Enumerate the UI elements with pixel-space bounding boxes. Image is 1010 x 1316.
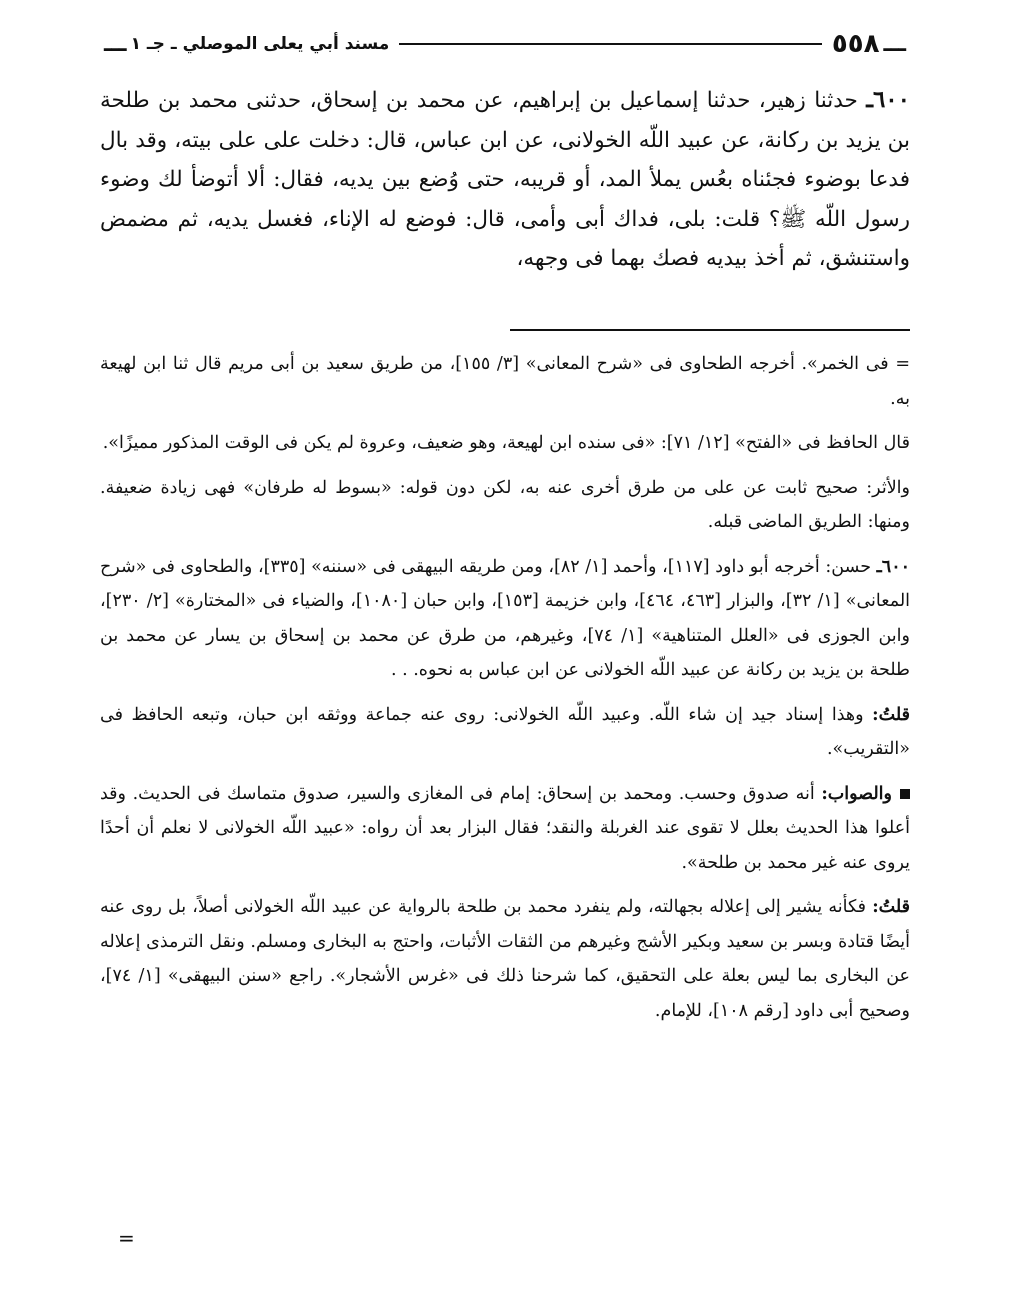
- footnote-text: والأثر: صحيح ثابت عن على من طرق أخرى عنه به، لكن دون قوله: «بسوط له طرفان» فهى زيادة ضعيفة. ومنها: الطريق الماضى قبله.: [100, 477, 910, 532]
- running-header: [100, 26, 910, 62]
- page-number: ٥٥٨: [831, 29, 880, 59]
- footnote-lead: قلتُ:: [872, 704, 910, 725]
- footnote-text: وهذا إسناد جيد إن شاء اللّه. وعبيد اللّه الخولانى: روى عنه جماعة ووثقه ابن حبان، وتبعه الحافظ فى «التقريب».: [100, 704, 910, 759]
- hadith-body: حدثنا زهير، حدثنا إسماعيل بن إبراهيم، عن محمد بن إسحاق، حدثنى محمد بن طلحة بن يزيد بن ركانة، عن عبيد اللّه الخولانى، عن ابن عباس، قال: دخلت على على بيته، وقد بال فدعا بوضوء فجئناه بعُس يملأ المد، أو قريبه، حتى وُضع بين يديه، فقال: ألا أتوضأ لك وضوء رسول اللّه ﷺ؟ قلت: بلى، فداك أبى وأمى، قال: فوضع له الإناء، فغسل يديه، ثم مضمض واستنشق، ثم أخذ بيديه فصك بهما فى وجهه،: [100, 88, 910, 271]
- footnote-paragraph: [100, 426, 910, 461]
- footnote-lead: والصواب:: [821, 783, 892, 804]
- header-rule: [399, 43, 822, 45]
- footnote-text: فكأنه يشير إلى إعلاله بجهالته، ولم ينفرد محمد بن طلحة بالرواية عن عبيد اللّه الخولانى أصلاً، بل روى عنه أيضًا قتادة وبسر بن سعيد وبكير الأشج وغيرهم من الثقات الأثبات، واحتج به البخارى ومسلم. ونقل الترمذى إعلاله عن البخارى بما ليس بعلة على التحقيق، كما شرحنا ذلك فى «غرس الأشجار». راجع «سنن البيهقى» [١/ ٧٤]، وصحيح أبى داود [رقم ١٠٨]، للإمام.: [100, 897, 910, 1021]
- footnote-paragraph: [100, 471, 910, 540]
- footnote-number: ٦٠٠ـ: [876, 556, 910, 577]
- footnote-paragraph: [100, 890, 910, 1028]
- footnote-separator: [510, 329, 910, 331]
- footnote-hadith-600: [100, 550, 910, 688]
- footnote-continued: [100, 347, 910, 416]
- footnotes-section: [100, 347, 910, 1038]
- header-dash-right: ـــ: [883, 31, 906, 57]
- continuation-mark: =: [118, 1226, 135, 1250]
- footnote-text: حسن: أخرجه أبو داود [١١٧]، وأحمد [١/ ٨٢]، ومن طريقه البيهقى فى «سننه» [٣٣٥]، والطحاوى فى «شرح المعانى» [١/ ٣٢]، والبزار [٤٦٣، ٤٦٤]، وابن خزيمة [١٥٣]، وابن حبان [١٠٨٠]، والضياء فى «المختارة» [٢/ ٢٣٠]، وابن الجوزى فى «العلل المتناهية» [١/ ٧٤]، وغيرهم، من طرق عن محمد بن إسحاق بن يسار عن محمد بن طلحة بن يزيد بن ركانة عن عبيد اللّه الخولانى عن ابن عباس به نحوه. . .: [100, 556, 911, 680]
- footnote-text: قال الحافظ فى «الفتح» [١٢/ ٧١]: «فى سنده ابن لهيعة، وهو ضعيف، وعروة لم يكن فى الوقت المذكور مميزًا».: [102, 433, 910, 453]
- square-bullet-icon: [900, 789, 910, 799]
- hadith-number: ٦٠٠ـ: [866, 86, 910, 113]
- book-title: مسند أبي يعلى الموصلي ـ جـ ١: [130, 34, 390, 54]
- footnote-lead: قلتُ:: [872, 897, 910, 917]
- footnote-text: = فى الخمر». أخرجه الطحاوى فى «شرح المعانى» [٣/ ١٥٥]، من طريق سعيد بن أبى مريم قال ثنا ابن لهيعة به.: [100, 354, 910, 409]
- header-dash-left: ـــ: [104, 31, 127, 57]
- footnote-text: أنه صدوق وحسب. ومحمد بن إسحاق: إمام فى المغازى والسير، صدوق متماسك فى الحديث. وقد أعلوا هذا الحديث بعلل لا تقوى عند الغربلة والنقد؛ فقال البزار بعد أن رواه: «عبيد اللّه الخولانى لا نعلم أن أحدًا يروى عنه غير محمد بن طلحة».: [100, 783, 910, 873]
- footnote-paragraph: [100, 777, 910, 881]
- hadith-main-text: [100, 80, 910, 279]
- footnote-paragraph: [100, 698, 910, 767]
